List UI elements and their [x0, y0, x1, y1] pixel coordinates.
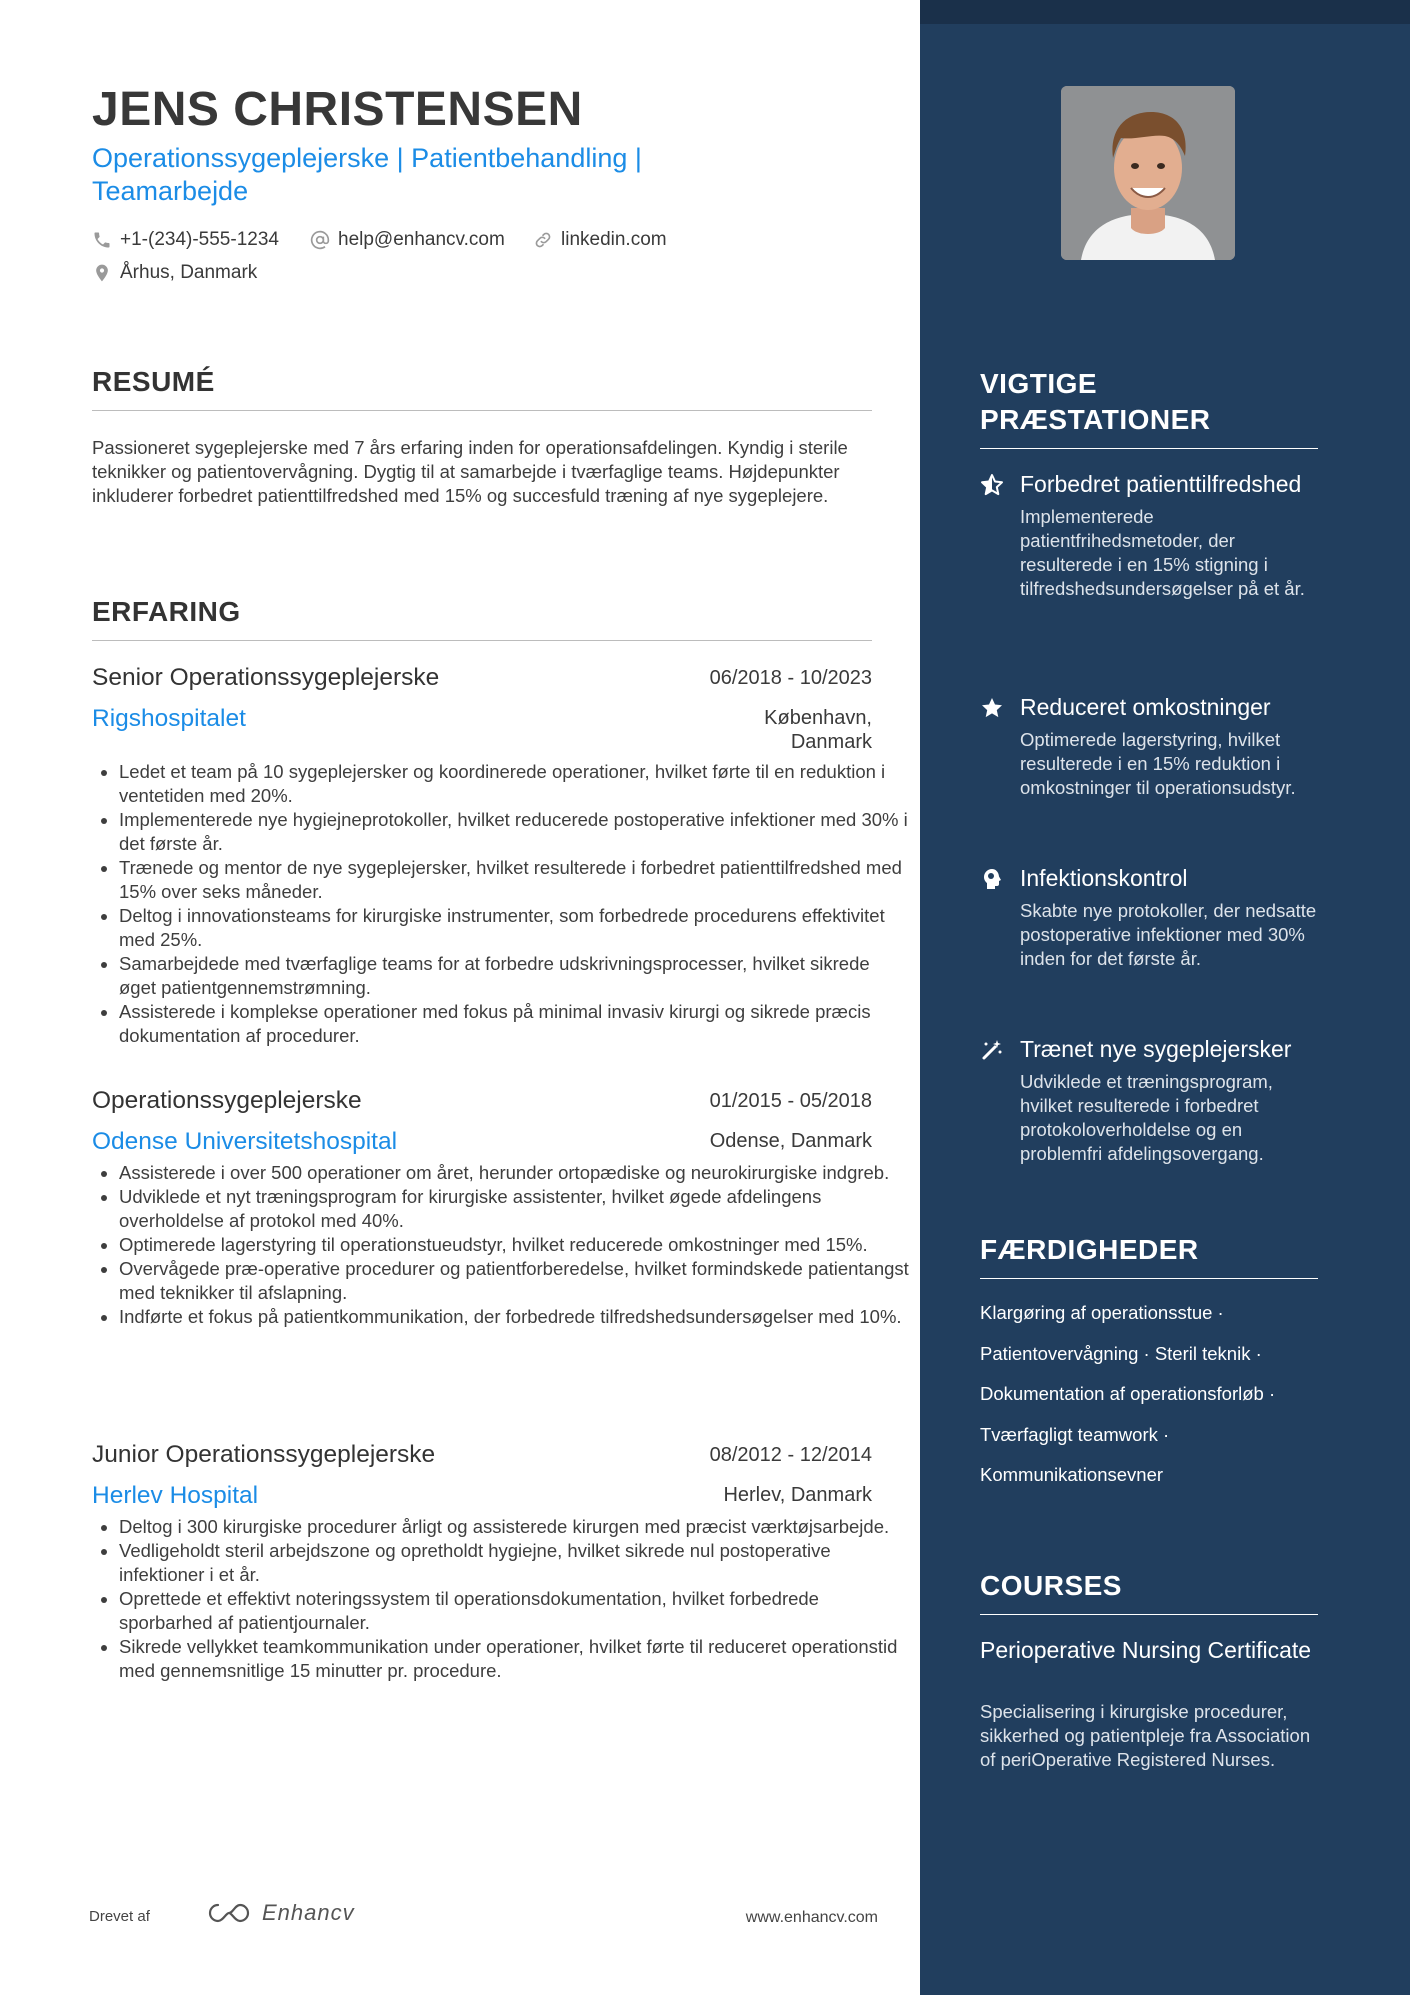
achievements-heading: VIGTIGE PRÆSTATIONER — [980, 366, 1318, 449]
skill-line: Kommunikationsevner — [980, 1464, 1164, 1485]
phone-icon — [92, 230, 112, 250]
skill-line: Patientovervågning · Steril teknik · — [980, 1343, 1262, 1364]
achievement-title: Forbedret patienttilfredshed — [1020, 471, 1302, 497]
job-company[interactable]: Rigshospitalet — [92, 705, 246, 732]
footer-url[interactable]: www.enhancv.com — [745, 1909, 878, 1926]
contact-phone[interactable] — [92, 229, 279, 251]
email-text: help@enhancv.com — [338, 229, 505, 250]
courses-heading: COURSES — [980, 1568, 1318, 1615]
job-location: Odense, Danmark — [709, 1130, 872, 1152]
achievement-desc: Udviklede et træningsprogram, hvilket resulterede i forbedret protokoloverholdelse og en problemfri afdelingsovergang. — [1020, 1071, 1273, 1164]
head-lightbulb-icon — [980, 867, 1004, 891]
course-title: Perioperative Nursing Certificate — [980, 1637, 1312, 1663]
sidebar-topbar — [920, 0, 1410, 24]
achievement-item — [980, 470, 1318, 601]
link-icon — [533, 230, 553, 250]
list-item: • Deltog i innovationsteams for kirurgiske instrumenter, som forbedrede procedurens effektivitet med 25%. — [119, 904, 909, 952]
experience-heading: ERFARING — [92, 596, 872, 641]
list-item: • Optimerede lagerstyring til operationstueudstyr, hvilket reducerede omkostninger med 15%. — [119, 1233, 909, 1257]
job-dates: 08/2012 - 12/2014 — [709, 1444, 872, 1466]
contact-email[interactable] — [310, 229, 505, 251]
magic-wand-icon — [980, 1038, 1004, 1062]
job-title: Senior Operationssygeplejerske — [92, 664, 440, 691]
list-item: • Assisterede i over 500 operationer om året, herunder ortopædiske og neurokirurgiske indgreb. — [119, 1161, 909, 1185]
at-icon — [310, 230, 330, 250]
sidebar — [920, 0, 1410, 1995]
achievement-desc: Optimerede lagerstyring, hvilket resulterede i en 15% reduktion i omkostninger til operationsudstyr. — [1020, 729, 1296, 798]
job-title: Junior Operationssygeplejerske — [92, 1441, 436, 1468]
footer-label: Drevet af — [89, 1908, 150, 1925]
achievement-item — [980, 864, 1318, 971]
job-company[interactable]: Herlev Hospital — [92, 1482, 259, 1509]
list-item: • Ledet et team på 10 sygeplejersker og koordinerede operationer, hvilket førte til en reduktion i ventetiden med 20%. — [119, 760, 909, 808]
job-location — [764, 706, 872, 754]
list-item: • Samarbejdede med tværfaglige teams for at forbedre udskrivningsprocesser, hvilket sikrede øget patientgennemstrømning. — [119, 952, 909, 1000]
job-location-country: Danmark — [790, 731, 872, 753]
star-icon — [980, 696, 1004, 720]
list-item: • Oprettede et effektivt noteringssystem til operationsdokumentation, hvilket forbedrede sporbarhed af patientjournaler. — [119, 1587, 909, 1635]
list-item: • Udviklede et nyt træningsprogram for kirurgiske assistenter, hvilket øgede afdelingens overholdelse af protokol med 40%. — [119, 1185, 909, 1233]
skill-line: Dokumentation af operationsforløb · — [980, 1383, 1276, 1404]
linkedin-text: linkedin.com — [561, 229, 667, 250]
achievement-title: Reduceret omkostninger — [1020, 694, 1271, 720]
candidate-subtitle: Operationssygeplejerske | Patientbehandling | Teamarbejde — [92, 143, 642, 206]
list-item: • Vedligeholdt steril arbejdszone og opretholdt hygiejne, hvilket sikrede nul postoperative infektioner i et år. — [119, 1539, 909, 1587]
achievement-item — [980, 693, 1318, 800]
job-dates: 01/2015 - 05/2018 — [709, 1090, 872, 1112]
job-dates: 06/2018 - 10/2023 — [709, 667, 872, 689]
location-text: Århus, Danmark — [120, 262, 258, 283]
contact-location — [92, 262, 257, 284]
avatar — [1061, 86, 1235, 260]
list-item: • Indførte et fokus på patientkommunikation, der forbedrede tilfredshedsundersøgelser med 10%. — [119, 1305, 909, 1329]
footer-logo[interactable] — [206, 1900, 355, 1926]
job-bullets — [92, 760, 909, 1048]
skill-line: Tværfagligt teamwork · — [980, 1424, 1170, 1445]
skills-heading: FÆRDIGHEDER — [980, 1232, 1318, 1279]
achievement-item — [980, 1035, 1318, 1166]
enhancv-logo-icon — [206, 1901, 252, 1925]
job-title: Operationssygeplejerske — [92, 1087, 362, 1114]
summary-text: Passioneret sygeplejerske med 7 års erfaring inden for operationsafdelingen. Kyndig i sterile teknikker og patientovervågning. Dygtig til at samarbejde i tværfaglige teams. Højdepunkter inkluderer forbedret patienttilfredshed med 15% og succesfuld træning af nye sygeplejere. — [92, 437, 848, 506]
course-desc: Specialisering i kirurgiske procedurer, sikkerhed og patientpleje fra Association of periOperative Registered Nurses. — [980, 1701, 1311, 1770]
star-half-icon — [980, 473, 1004, 497]
list-item: • Implementerede nye hygiejneprotokoller, hvilket reducerede postoperative infektioner med 30% i det første år. — [119, 808, 909, 856]
list-item: • Assisterede i komplekse operationer med fokus på minimal invasiv kirurgi og sikrede præcis dokumentation af procedurer. — [119, 1000, 909, 1048]
location-pin-icon — [92, 263, 112, 283]
list-item: • Trænede og mentor de nye sygeplejersker, hvilket resulterede i forbedret patienttilfredshed med 15% over seks måneder. — [119, 856, 909, 904]
job-location-city: København, — [764, 707, 872, 729]
contact-linkedin[interactable] — [533, 229, 667, 251]
footer-brand: Enhancv — [262, 1900, 355, 1925]
job-bullets — [92, 1515, 909, 1683]
achievement-title: Trænet nye sygeplejersker — [1020, 1036, 1292, 1062]
skill-line: Klargøring af operationsstue · — [980, 1302, 1224, 1323]
list-item: • Overvågede præ-operative procedurer og patientforberedelse, hvilket formindskede patientangst med teknikker til afslapning. — [119, 1257, 909, 1305]
achievement-desc: Skabte nye protokoller, der nedsatte postoperative infektioner med 30% inden for det første år. — [1020, 900, 1317, 969]
profile-photo — [1061, 86, 1235, 260]
job-company[interactable]: Odense Universitetshospital — [92, 1128, 398, 1155]
list-item: • Sikrede vellykket teamkommunikation under operationer, hvilket førte til reduceret operationstid med gennemsnitlige 15 minutter pr. procedure. — [119, 1635, 909, 1683]
phone-text: +1-(234)-555-1234 — [120, 229, 279, 250]
job-bullets — [92, 1161, 909, 1329]
achievement-desc: Implementerede patientfrihedsmetoder, der resulterede i en 15% stigning i tilfredshedsundersøgelser på et år. — [1020, 506, 1305, 599]
summary-heading: RESUMÉ — [92, 366, 872, 411]
candidate-name: JENS CHRISTENSEN — [92, 83, 583, 136]
list-item: • Deltog i 300 kirurgiske procedurer årligt og assisterede kirurgen med præcist værktøjsarbejde. — [119, 1515, 909, 1539]
job-location: Herlev, Danmark — [723, 1484, 872, 1506]
achievement-title: Infektionskontrol — [1020, 865, 1188, 891]
